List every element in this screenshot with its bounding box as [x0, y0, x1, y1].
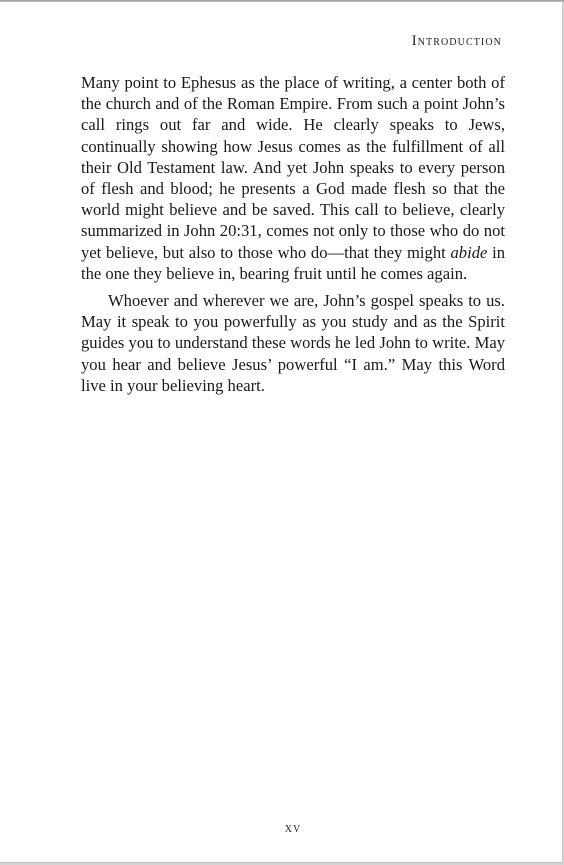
- running-head: Introduction: [411, 33, 502, 49]
- paragraph-2: Whoever and wherever we are, John’s gospel speaks to us. May it speak to you powerfully as you study and as the Spirit guides you to understand these words he led John to write. May you hear and believe Jesus’ powerful “I am.” May this Word live in your believing heart.: [81, 291, 505, 395]
- emphasis-abide: abide: [450, 242, 488, 262]
- book-page: [0, 2, 563, 862]
- paragraph-1-text-b: in the one they believe in, bearing fruit until he comes again.: [81, 242, 506, 283]
- body-text: [81, 72, 505, 402]
- paragraph-1: [81, 72, 505, 284]
- page-number: xv: [284, 821, 302, 836]
- paragraph-1-text-a: Many point to Ephesus as the place of writing, a center both of the church and of the Roman Empire. From such a point John’s call rings out far and wide. He clearly speaks to Jews, continually showing how Jesus comes as the fulfillment of all their Old Testament law. And yet John speaks to every person of flesh and blood; he presents a God made flesh so that the world might believe and be saved. This call to believe, clearly summarized in John 20:31, comes not only to those who do not yet believe, but also to those who do—that they might: [81, 73, 505, 262]
